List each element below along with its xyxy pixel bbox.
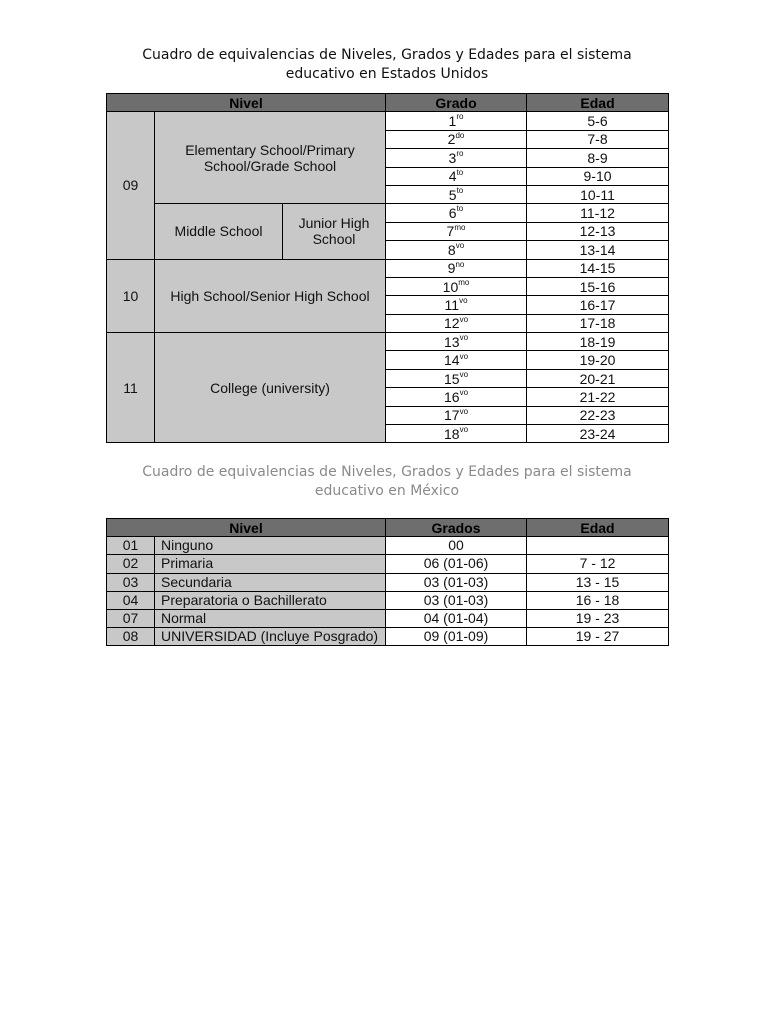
- us-edad-cell: 15-16: [527, 277, 669, 295]
- mx-level-code: 08: [107, 628, 155, 646]
- grado-suffix: to: [456, 204, 464, 214]
- us-edad-cell: 9-10: [527, 167, 669, 185]
- mx-table-title: [106, 463, 668, 501]
- us-edad-cell: 14-15: [527, 259, 669, 277]
- mx-level-code: 01: [107, 537, 155, 555]
- table-row: [107, 333, 669, 351]
- us-grado-cell: [386, 241, 527, 259]
- us-header-row: [107, 94, 669, 112]
- grado-number: 18: [444, 425, 460, 442]
- us-level-code: 09: [107, 112, 155, 259]
- grado-number: 16: [444, 388, 460, 405]
- us-grado-cell: [386, 425, 527, 443]
- mx-grados-cell: 06 (01-06): [386, 555, 527, 573]
- table-row: [107, 573, 669, 591]
- mx-header-nivel: Nivel: [107, 519, 386, 537]
- mx-table-body: [107, 537, 669, 646]
- grado-number: 1: [448, 113, 457, 130]
- grado-suffix: vo: [459, 351, 469, 361]
- mx-header-grados: Grados: [386, 519, 527, 537]
- us-grado-cell: [386, 314, 527, 332]
- us-edad-cell: 13-14: [527, 241, 669, 259]
- grado-number: 11: [444, 296, 460, 313]
- grado-suffix: to: [456, 167, 464, 177]
- us-grado-cell: [386, 149, 527, 167]
- grado-suffix: do: [455, 130, 465, 140]
- us-grado-cell: [386, 406, 527, 424]
- grado-suffix: to: [456, 185, 464, 195]
- mx-level-code: 04: [107, 591, 155, 609]
- us-header-edad: Edad: [527, 94, 669, 112]
- us-edad-cell: 7-8: [527, 130, 669, 148]
- us-grado-cell: [386, 204, 527, 222]
- mx-level-name: UNIVERSIDAD (Incluye Posgrado): [155, 628, 386, 646]
- mx-grados-cell: 00: [386, 537, 527, 555]
- grado-suffix: ro: [456, 149, 464, 159]
- grado-suffix: mo: [458, 277, 470, 287]
- us-grado-cell: [386, 277, 527, 295]
- us-equivalence-table: [106, 93, 669, 443]
- table-row: [107, 591, 669, 609]
- us-edad-cell: 16-17: [527, 296, 669, 314]
- us-grado-cell: [386, 388, 527, 406]
- us-table-title: [106, 46, 668, 84]
- grado-suffix: vo: [459, 388, 469, 398]
- mx-edad-cell: 13 - 15: [527, 573, 669, 591]
- mx-level-name: Ninguno: [155, 537, 386, 555]
- us-grado-cell: [386, 112, 527, 130]
- us-grado-cell: [386, 130, 527, 148]
- grado-number: 13: [444, 333, 460, 350]
- us-level-code: 11: [107, 333, 155, 443]
- mx-edad-cell: 19 - 27: [527, 628, 669, 646]
- us-grado-cell: [386, 259, 527, 277]
- us-level-code: 10: [107, 259, 155, 333]
- us-edad-cell: 20-21: [527, 369, 669, 387]
- us-level-name: Middle School: [155, 204, 283, 259]
- us-level-subname: Junior High School: [283, 204, 386, 259]
- grado-suffix: ro: [456, 112, 464, 122]
- us-title-line2: educativo en Estados Unidos: [285, 66, 489, 82]
- mx-edad-cell: 16 - 18: [527, 591, 669, 609]
- table-row: [107, 204, 669, 222]
- grado-number: 7: [446, 223, 455, 240]
- grado-suffix: vo: [459, 296, 468, 306]
- grado-suffix: no: [455, 259, 465, 269]
- grado-number: 17: [444, 407, 460, 424]
- grado-number: 2: [447, 131, 456, 148]
- us-level-name: Elementary School/Primary School/Grade School: [155, 112, 386, 204]
- us-edad-cell: 23-24: [527, 425, 669, 443]
- us-grado-cell: [386, 333, 527, 351]
- us-edad-cell: 21-22: [527, 388, 669, 406]
- grado-suffix: vo: [459, 314, 469, 324]
- mx-edad-cell: 19 - 23: [527, 609, 669, 627]
- grado-number: 14: [444, 352, 460, 369]
- us-edad-cell: 10-11: [527, 185, 669, 203]
- table-row: [107, 628, 669, 646]
- us-header-grado: Grado: [386, 94, 527, 112]
- grado-suffix: vo: [459, 406, 469, 416]
- table-row: [107, 537, 669, 555]
- us-edad-cell: 19-20: [527, 351, 669, 369]
- us-grado-cell: [386, 369, 527, 387]
- us-edad-cell: 18-19: [527, 333, 669, 351]
- mx-grados-cell: 09 (01-09): [386, 628, 527, 646]
- grado-number: 10: [442, 278, 459, 295]
- grado-number: 9: [447, 260, 456, 277]
- grado-number: 12: [444, 315, 460, 332]
- mx-level-name: Preparatoria o Bachillerato: [155, 591, 386, 609]
- us-grado-cell: [386, 351, 527, 369]
- us-grado-cell: [386, 185, 527, 203]
- grado-number: 8: [447, 241, 456, 258]
- mx-grados-cell: 03 (01-03): [386, 573, 527, 591]
- mx-header-edad: Edad: [527, 519, 669, 537]
- mx-header-row: [107, 519, 669, 537]
- mx-title-line1: Cuadro de equivalencias de Niveles, Grados y Edades para el sistema: [142, 464, 632, 480]
- us-edad-cell: 17-18: [527, 314, 669, 332]
- us-grado-cell: [386, 167, 527, 185]
- grado-suffix: vo: [455, 241, 465, 251]
- us-level-name: College (university): [155, 333, 386, 443]
- us-level-name: High School/Senior High School: [155, 259, 386, 333]
- mx-level-name: Normal: [155, 609, 386, 627]
- us-edad-cell: 5-6: [527, 112, 669, 130]
- us-title-line1: Cuadro de equivalencias de Niveles, Grados y Edades para el sistema: [142, 47, 632, 63]
- mx-level-code: 02: [107, 555, 155, 573]
- us-header-nivel: Nivel: [107, 94, 386, 112]
- mx-edad-cell: [527, 537, 669, 555]
- table-row: [107, 555, 669, 573]
- grado-suffix: vo: [459, 425, 469, 435]
- grado-suffix: mo: [454, 222, 466, 232]
- mx-edad-cell: 7 - 12: [527, 555, 669, 573]
- mx-level-name: Secundaria: [155, 573, 386, 591]
- grado-number: 5: [448, 186, 457, 203]
- grado-number: 6: [448, 205, 457, 222]
- mx-level-code: 03: [107, 573, 155, 591]
- table-row: [107, 259, 669, 277]
- us-edad-cell: 11-12: [527, 204, 669, 222]
- us-edad-cell: 8-9: [527, 149, 669, 167]
- grado-suffix: vo: [459, 333, 469, 343]
- grado-number: 4: [448, 168, 457, 185]
- table-row: [107, 609, 669, 627]
- table-row: [107, 112, 669, 130]
- us-edad-cell: 22-23: [527, 406, 669, 424]
- mx-title-line2: educativo en México: [314, 483, 460, 499]
- mx-grados-cell: 03 (01-03): [386, 591, 527, 609]
- grado-suffix: vo: [459, 369, 469, 379]
- grado-number: 3: [448, 149, 457, 166]
- grado-number: 15: [444, 370, 460, 387]
- us-edad-cell: 12-13: [527, 222, 669, 240]
- mx-equivalence-table: [106, 518, 669, 646]
- mx-level-name: Primaria: [155, 555, 386, 573]
- mx-grados-cell: 04 (01-04): [386, 609, 527, 627]
- us-grado-cell: [386, 296, 527, 314]
- mx-level-code: 07: [107, 609, 155, 627]
- us-grado-cell: [386, 222, 527, 240]
- us-table-body: [107, 112, 669, 443]
